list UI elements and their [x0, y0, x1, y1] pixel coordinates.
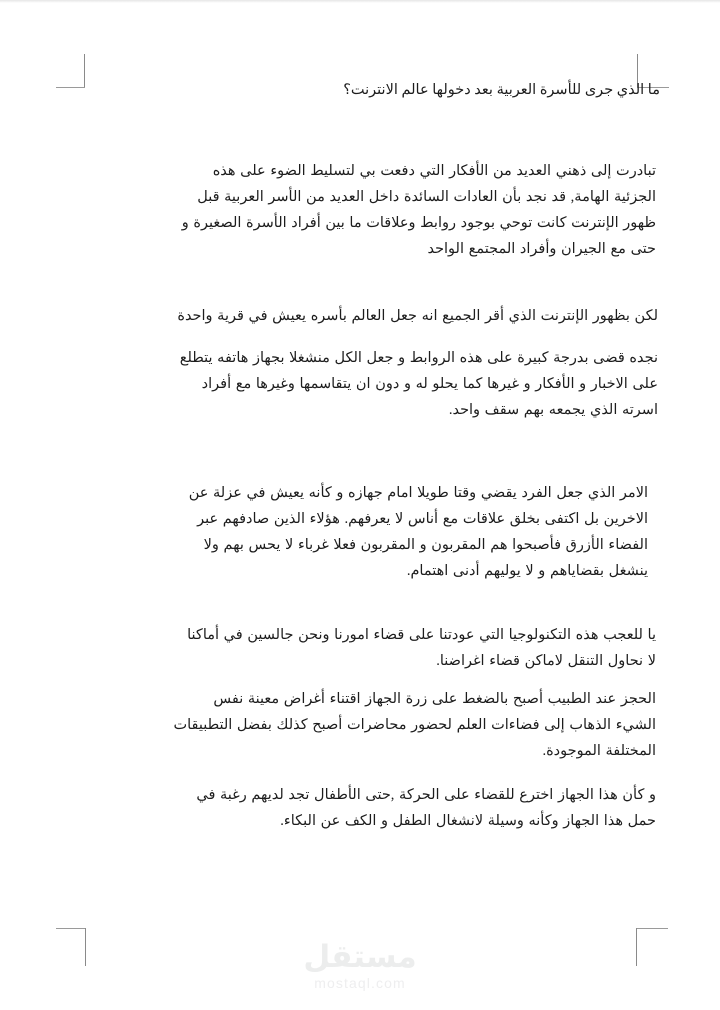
- paragraph-line: و كأن هذا الجهاز اخترع للقضاء على الحركة ,حتى الأطفال تجد لديهم رغبة في: [196, 787, 656, 803]
- paragraph-line: المختلفة الموجودة.: [542, 743, 656, 759]
- paragraph-line: اسرته الذي يجمعه بهم سقف واحد.: [448, 402, 658, 418]
- paragraph-line: ظهور الإنترنت كانت توحي بوجود روابط وعلاقات ما بين أفراد الأسرة الصغيرة و: [181, 215, 656, 231]
- paragraph-line: حتى مع الجيران وأفراد المجتمع الواحد: [427, 241, 656, 257]
- paragraph-line: ينشغل بقضاياهم و لا يوليهم أدنى اهتمام.: [406, 563, 648, 579]
- paragraph-7: [108, 782, 656, 834]
- paragraph-line: الحجز عند الطبيب أصبح بالضغط على زرة الجهاز اقتناء أغراض معينة نفس: [213, 691, 656, 707]
- paragraph-line: الجزئية الهامة, قد نجد بأن العادات السائدة داخل العديد من الأسر العربية قبل: [197, 189, 656, 205]
- paragraph-line: الشيء الذهاب إلى فضاءات العلم لحضور محاضرات أصبح كذلك بفضل التطبيقات: [173, 717, 656, 733]
- paragraph-3: [74, 345, 658, 423]
- document-title: ما الذي جرى للأسرة العربية بعد دخولها عالم الانترنت؟: [343, 82, 660, 98]
- paragraph-2: [66, 303, 658, 329]
- paragraph-6: [108, 686, 656, 764]
- paragraph-line: تبادرت إلى ذهني العديد من الأفكار التي دفعت بي لتسليط الضوء على هذه: [212, 163, 656, 179]
- paragraph-line: الفضاء الأزرق فأصبحوا هم المقربون و المقربون فعلا غرباء لا يحس بهم ولا: [203, 537, 648, 553]
- paragraph-1: [128, 158, 656, 262]
- paragraph-line: حمل هذا الجهاز وكأنه وسيلة لانشغال الطفل و الكف عن البكاء.: [280, 813, 656, 829]
- paragraph-line: لكن بظهور الإنترنت الذي أقر الجميع انه جعل العالم بأسره يعيش في قرية واحدة: [177, 308, 658, 324]
- paragraph-5: [104, 622, 656, 674]
- paragraph-line: نجده قضى بدرجة كبيرة على هذه الروابط و جعل الكل منشغلا بجهاز هاتفه يتطلع: [179, 350, 658, 366]
- paragraph-line: الاخرين بل اكتفى بخلق علاقات مع أناس لا يعرفهم. هؤلاء الذين صادفهم عبر: [197, 511, 648, 527]
- mostaql-watermark: [0, 940, 720, 992]
- paragraph-4: [88, 480, 648, 584]
- watermark-domain-text: mostaql.com: [314, 975, 406, 991]
- watermark-arabic-wordmark: مستقل: [303, 939, 417, 975]
- paragraph-line: الامر الذي جعل الفرد يقضي وقتا طويلا امام جهازه و كأنه يعيش في عزلة عن: [188, 485, 648, 501]
- paragraph-line: لا نحاول التنقل لاماكن قضاء اغراضنا.: [436, 653, 656, 669]
- paragraph-line: يا للعجب هذه التكنولوجيا التي عودتنا على قضاء امورنا ونحن جالسين في أماكنا: [187, 627, 656, 643]
- paragraph-line: على الاخبار و الأفكار و غيرها كما يحلو له و دون ان يتقاسمها وغيرها مع أفراد: [201, 376, 658, 392]
